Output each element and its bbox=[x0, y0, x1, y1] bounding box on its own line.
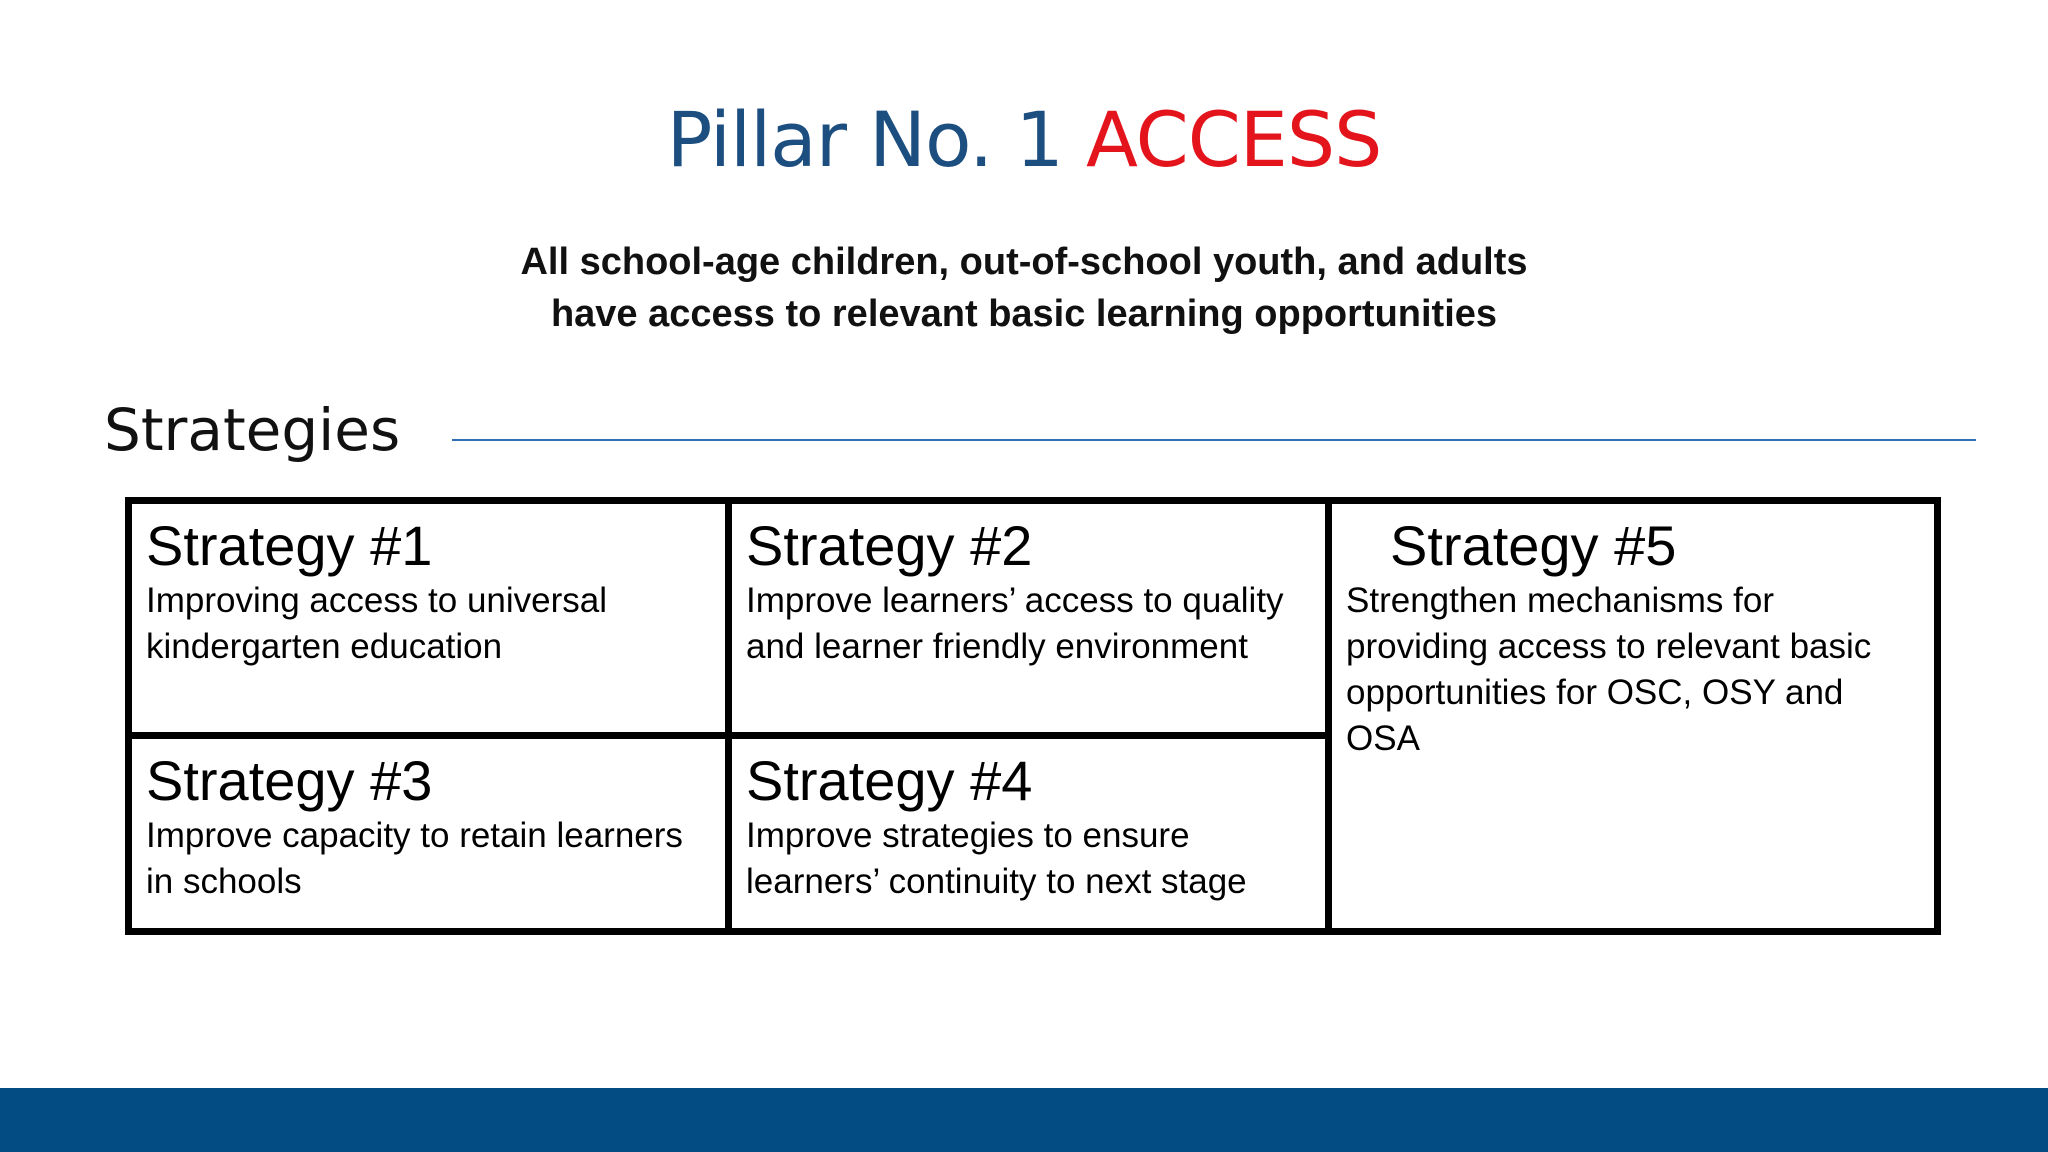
strategy-cell-2 bbox=[732, 504, 1332, 739]
goal-line-1: All school-age children, out-of-school youth, and adults bbox=[520, 241, 1528, 283]
strategy-2-title: Strategy #2 bbox=[746, 514, 1033, 577]
strategy-2-description: Improve learners’ access to quality and learner friendly environment bbox=[746, 581, 1284, 666]
strategy-3-description: Improve capacity to retain learners in schools bbox=[146, 816, 683, 901]
title-highlight: ACCESS bbox=[1086, 95, 1382, 184]
title-prefix: Pillar No. 1 bbox=[666, 95, 1063, 184]
strategy-4-description: Improve strategies to ensure learners’ continuity to next stage bbox=[746, 816, 1247, 901]
slide-title bbox=[0, 92, 2048, 188]
section-divider bbox=[452, 439, 1976, 441]
strategy-1-title: Strategy #1 bbox=[146, 514, 433, 577]
strategy-5-title: Strategy #5 bbox=[1390, 514, 1677, 577]
goal-line-2: have access to relevant basic learning opportunities bbox=[550, 293, 1498, 335]
strategy-5-description: Strengthen mechanisms for providing access to relevant basic opportunities for OSC, OSY and OSA bbox=[1346, 581, 1872, 758]
strategy-cell-3 bbox=[132, 739, 732, 928]
strategy-table bbox=[125, 497, 1941, 935]
strategy-1-description: Improving access to universal kindergarten education bbox=[146, 581, 608, 666]
pillar-goal-statement bbox=[0, 236, 2048, 340]
strategy-cell-5 bbox=[1332, 504, 1934, 928]
strategy-4-title: Strategy #4 bbox=[746, 749, 1033, 812]
strategy-cell-1 bbox=[132, 504, 732, 739]
strategy-3-title: Strategy #3 bbox=[146, 749, 433, 812]
footer-bar bbox=[0, 1088, 2048, 1152]
strategy-cell-4 bbox=[732, 739, 1332, 928]
strategies-heading: Strategies bbox=[104, 396, 401, 464]
